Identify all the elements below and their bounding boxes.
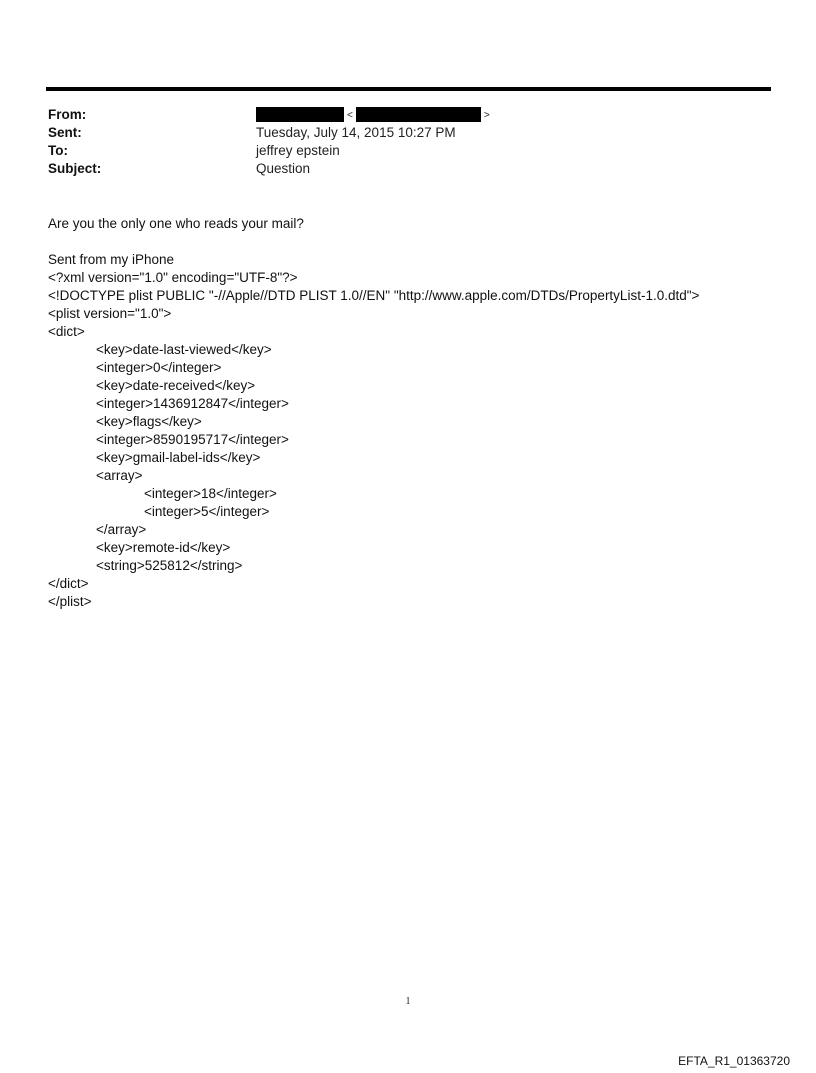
xml-line: <key>date-last-viewed</key>	[96, 342, 272, 357]
xml-line: <key>date-received</key>	[96, 378, 256, 393]
redacted-sender-name	[256, 107, 344, 122]
xml-line: </plist>	[48, 594, 92, 609]
xml-line: <key>flags</key>	[96, 414, 202, 429]
to-value: jeffrey epstein	[256, 143, 340, 158]
email-body	[48, 215, 788, 611]
xml-line: <integer>1436912847</integer>	[96, 396, 289, 411]
subject-row	[48, 160, 748, 178]
xml-line: <plist version="1.0">	[48, 306, 172, 321]
xml-line: <integer>8590195717</integer>	[96, 432, 289, 447]
redacted-sender-email	[356, 107, 481, 122]
xml-line: </array>	[96, 522, 147, 537]
xml-line: <integer>5</integer>	[144, 504, 270, 519]
signature-text: Sent from my iPhone	[48, 252, 175, 267]
from-label: From:	[48, 107, 87, 122]
sent-row	[48, 124, 748, 142]
xml-line: <key>gmail-label-ids</key>	[96, 450, 261, 465]
xml-line: <dict>	[48, 324, 85, 339]
xml-line: <integer>0</integer>	[96, 360, 222, 375]
xml-line: <integer>18</integer>	[144, 486, 277, 501]
subject-label: Subject:	[48, 161, 102, 176]
xml-line: <string>525812</string>	[96, 558, 243, 573]
xml-line: <key>remote-id</key>	[96, 540, 231, 555]
message-text: Are you the only one who reads your mail?	[48, 216, 304, 231]
xml-line: <!DOCTYPE plist PUBLIC "-//Apple//DTD PLIST 1.0//EN" "http://www.apple.com/DTDs/PropertyList-1.0.dtd">	[48, 288, 700, 303]
subject-value: Question	[256, 161, 311, 176]
xml-line: <?xml version="1.0" encoding="UTF-8"?>	[48, 270, 298, 285]
xml-line: <array>	[96, 468, 143, 483]
sent-value: Tuesday, July 14, 2015 10:27 PM	[256, 125, 456, 140]
xml-line: </dict>	[48, 576, 89, 591]
page-number: 1	[405, 996, 411, 1007]
from-close-bracket: >	[483, 110, 490, 121]
document-id: EFTA_R1_01363720	[678, 1054, 790, 1068]
email-header	[48, 106, 748, 178]
from-open-bracket: <	[347, 110, 353, 121]
from-value	[256, 106, 493, 125]
to-label: To:	[48, 143, 68, 158]
to-row	[48, 142, 748, 160]
sent-label: Sent:	[48, 125, 82, 140]
from-row	[48, 106, 748, 124]
header-rule	[46, 87, 771, 91]
paragraph-gap	[48, 233, 788, 251]
